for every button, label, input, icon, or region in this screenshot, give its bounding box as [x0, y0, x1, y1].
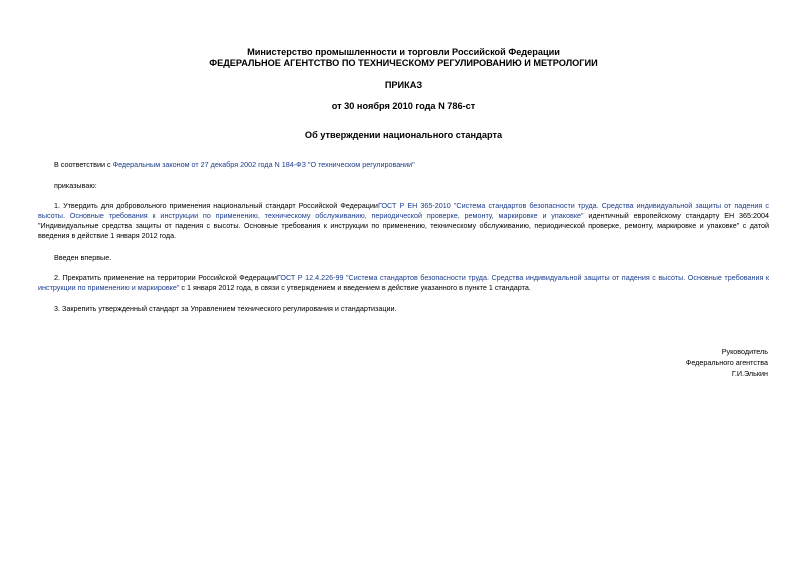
signature-title: Руководитель [721, 347, 768, 356]
document-date-number: от 30 ноября 2010 года N 786-ст [331, 101, 476, 111]
item-1-prefix: 1. Утвердить для добровольного применения национальный стандарт Российской Федерации [54, 201, 378, 210]
intro-paragraph [38, 160, 769, 170]
ministry-name: Министерство промышленности и торговли Российской Федерации [247, 47, 560, 57]
intro-prefix: В соответствии с [54, 160, 113, 169]
item-2-paragraph [38, 273, 769, 293]
gost-r-en-365-2010-link[interactable]: ГОСТ Р ЕН 365-2010 "Система стандартов безопасности труда. Средства индивидуальной защиты от падения с высоты. Основные требования к инструкции по применению, техническому обслуживанию, периодической проверке, ремонту, маркировке и упаковке" [38, 201, 769, 220]
signature-name: Г.И.Элькин [731, 369, 768, 378]
agency-name: ФЕДЕРАЛЬНОЕ АГЕНТСТВО ПО ТЕХНИЧЕСКОМУ РЕГУЛИРОВАНИЮ И МЕТРОЛОГИИ [209, 58, 598, 68]
item-1-paragraph [38, 201, 769, 241]
order-paragraph: приказываю: [54, 181, 97, 190]
document-type: ПРИКАЗ [384, 80, 423, 90]
federal-law-link[interactable]: Федеральным законом от 27 декабря 2002 года N 184-ФЗ "О техническом регулировании" [112, 160, 415, 169]
document-subject: Об утверждении национального стандарта [304, 130, 503, 140]
first-introduced-paragraph: Введен впервые. [54, 253, 112, 262]
item-2-prefix: 2. Прекратить применение на территории Российской Федерации [54, 273, 277, 282]
item-2-suffix: с 1 января 2012 года, в связи с утверждением и введением в действие указанного в пункте 1 стандарта. [179, 283, 531, 292]
item-3-paragraph: 3. Закрепить утвержденный стандарт за Управлением технического регулирования и стандартизации. [54, 304, 397, 313]
gost-r-12-4-226-99-link[interactable]: ГОСТ Р 12.4.226-99 "Система стандартов безопасности труда. Средства индивидуальной защиты от падения с высоты. Основные требования к инструкции по применению и маркировке" [38, 273, 769, 292]
signature-org: Федерального агентства [685, 358, 768, 367]
item-1-suffix: идентичный европейскому стандарту ЕН 365:2004 "Индивидуальные средства защиты от падения с высоты. Основные требования к инструкции по применению, техническому обслуживанию, периодической проверке, ремонту, маркировке и упаковке" с датой введения в действие 1 января 2012 года. [38, 211, 769, 240]
